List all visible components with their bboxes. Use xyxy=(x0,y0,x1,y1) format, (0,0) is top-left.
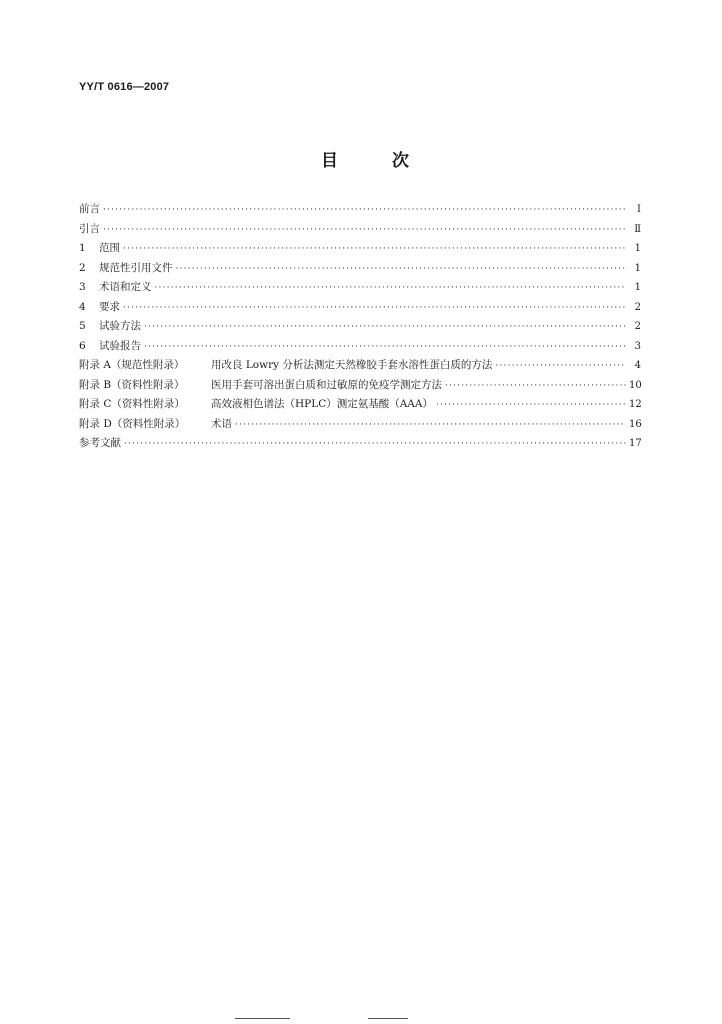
toc-entry-label: 医用手套可溶出蛋白质和过敏原的免疫学测定方法 xyxy=(211,378,442,391)
toc-dot-leader xyxy=(103,225,626,235)
toc-entry-label: 用改良 Lowry 分析法测定天然橡胶手套水溶性蛋白质的方法 xyxy=(211,359,493,371)
toc-dot-leader xyxy=(495,361,626,371)
toc-entry-label: 引言 xyxy=(79,222,100,235)
toc-dot-leader xyxy=(235,420,626,430)
toc-entry xyxy=(79,299,641,319)
toc-entry-page: 1 xyxy=(634,243,641,254)
scan-artifact-line xyxy=(368,1018,408,1019)
toc-dot-leader xyxy=(144,322,626,332)
toc-entry-annex: 附录 B（资料性附录） xyxy=(79,378,185,391)
toc-entry-label: 术语 xyxy=(211,417,232,430)
toc-dot-leader xyxy=(103,205,626,215)
toc-entry xyxy=(79,260,641,280)
toc-entry-label: 试验报告 xyxy=(99,339,141,352)
toc-entry xyxy=(79,396,641,416)
toc-entry xyxy=(79,416,641,436)
toc-entry-number: 2 xyxy=(79,261,86,274)
toc-entry xyxy=(79,221,641,241)
toc-entry-label: 前言 xyxy=(79,203,100,215)
toc-entry-label: 高效液相色谱法（HPLC）测定氨基酸（AAA） xyxy=(211,398,433,410)
toc-entry-annex: 附录 D（资料性附录） xyxy=(79,417,186,430)
toc-entry-page: Ⅱ xyxy=(634,223,641,235)
toc-entry-label: 试验方法 xyxy=(99,320,141,332)
toc-entry xyxy=(79,240,641,260)
toc-entry xyxy=(79,318,641,338)
toc-entry-annex: 附录 A（规范性附录） xyxy=(79,359,185,371)
title-char-1: 目 xyxy=(321,151,339,171)
toc-entry-page: 16 xyxy=(629,418,642,430)
toc-dot-leader xyxy=(436,400,626,410)
toc-dot-leader xyxy=(124,439,626,449)
toc-entry-page: 4 xyxy=(634,360,641,371)
toc-dot-leader xyxy=(176,264,627,274)
toc-entry-page: 17 xyxy=(629,438,642,449)
toc-entry-page: 10 xyxy=(629,379,642,391)
toc-entry-page: 1 xyxy=(634,282,641,293)
toc-entry-number: 1 xyxy=(79,242,86,254)
toc-entry-annex: 附录 C（资料性附录） xyxy=(79,398,185,410)
table-of-contents xyxy=(79,201,641,455)
toc-dot-leader xyxy=(123,244,626,254)
toc-dot-leader xyxy=(445,381,626,391)
toc-entry xyxy=(79,201,641,221)
toc-entry-page: Ⅰ xyxy=(637,204,641,215)
toc-entry-page: 2 xyxy=(634,321,641,332)
toc-entry-number: 5 xyxy=(79,320,86,332)
toc-entry-label: 参考文献 xyxy=(79,437,121,449)
toc-entry-page: 12 xyxy=(629,399,642,410)
toc-entry-label: 要求 xyxy=(99,300,120,313)
toc-entry-label: 规范性引用文件 xyxy=(99,261,173,274)
toc-entry xyxy=(79,338,641,358)
title-char-2: 次 xyxy=(391,151,409,171)
toc-entry-number: 6 xyxy=(79,339,86,352)
standard-code: YY/T 0616—2007 xyxy=(79,81,170,93)
toc-entry-number: 4 xyxy=(79,300,86,313)
toc-entry-number: 3 xyxy=(79,281,86,293)
toc-dot-leader xyxy=(155,283,627,293)
toc-entry-label: 范围 xyxy=(99,242,120,254)
toc-entry xyxy=(79,377,641,397)
toc-entry xyxy=(79,279,641,299)
toc-entry-page: 3 xyxy=(634,340,641,352)
toc-dot-leader xyxy=(123,303,626,313)
toc-entry-page: 2 xyxy=(634,301,641,313)
toc-entry xyxy=(79,435,641,455)
toc-dot-leader xyxy=(144,342,626,352)
toc-entry-page: 1 xyxy=(634,262,641,274)
toc-entry-label: 术语和定义 xyxy=(99,281,152,293)
page-title xyxy=(0,146,722,171)
toc-entry xyxy=(79,357,641,377)
scan-artifact-line xyxy=(235,1018,290,1019)
